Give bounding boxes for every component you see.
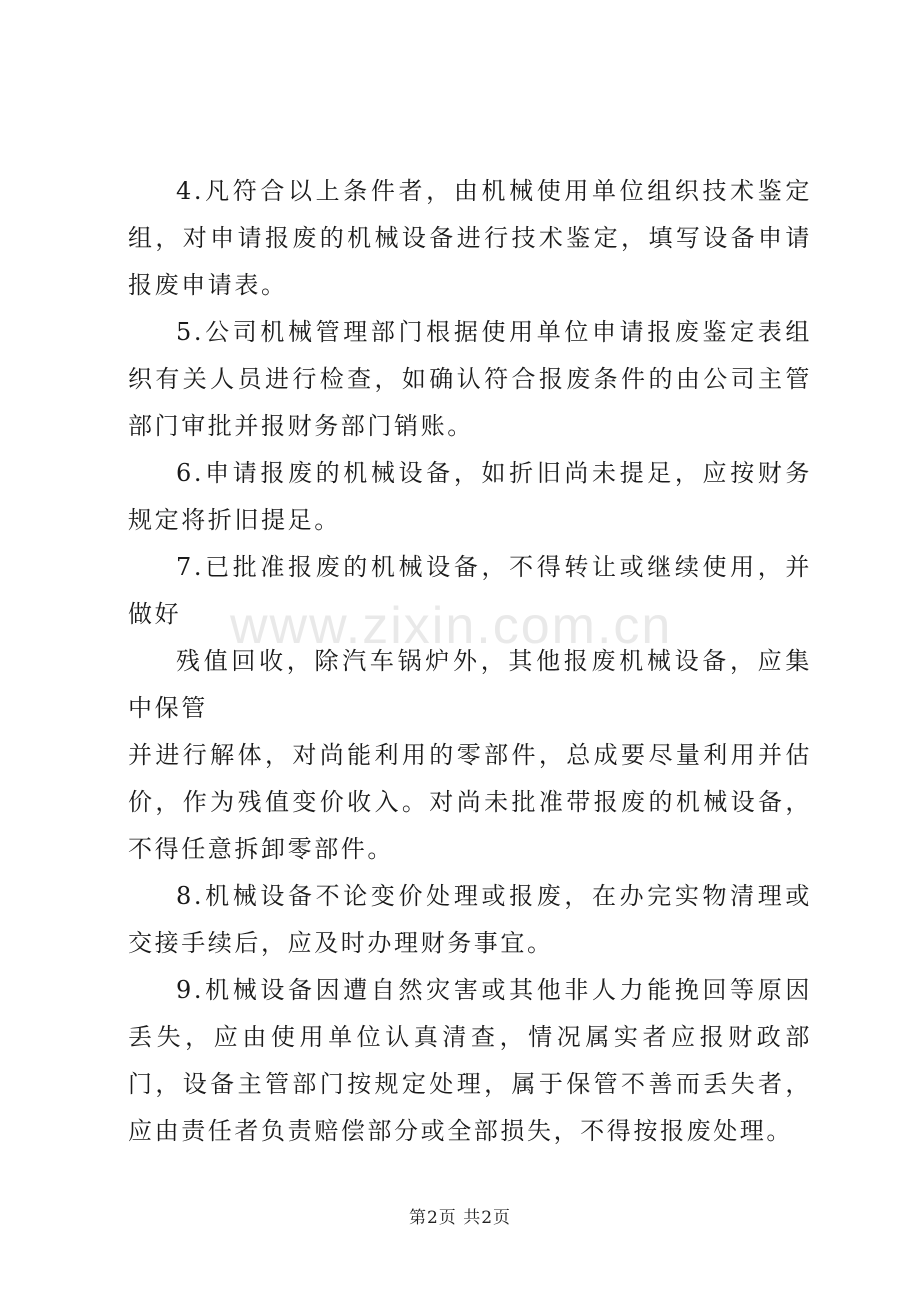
paragraph-item-6: 6.申请报废的机械设备，如折旧尚未提足，应按财务规定将折旧提足。 — [128, 459, 812, 534]
paragraph-item-7-cont: 残值回收，除汽车锅炉外，其他报废机械设备，应集中保管 — [128, 647, 812, 722]
watermark: www.zixin.com.cn — [230, 597, 673, 655]
document-body — [128, 168, 812, 1155]
paragraph-item-7: 7.已批准报废的机械设备，不得转让或继续使用，并做好 — [128, 553, 812, 628]
paragraph-item-4: 4.凡符合以上条件者，由机械使用单位组织技术鉴定组，对申请报废的机械设备进行技术鉴定，填写设备申请报废申请表。 — [128, 177, 812, 299]
paragraph-item-8: 8.机械设备不论变价处理或报废，在办完实物清理或交接手续后，应及时办理财务事宜。 — [128, 882, 812, 957]
page-number-footer: 第2页 共2页 — [408, 1208, 512, 1228]
paragraph-item-7-body: 并进行解体，对尚能利用的零部件，总成要尽量利用并估价，作为残值变价收入。对尚未批准带报废的机械设备，不得任意拆卸零部件。 — [128, 741, 812, 863]
paragraph-item-9: 9.机械设备因遭自然灾害或其他非人力能挽回等原因丢失，应由使用单位认真清查，情况属实者应报财政部门，设备主管部门按规定处理，属于保管不善而丢失者，应由责任者负责赔偿部分或全部损失，不得按报废处理。 — [128, 976, 812, 1145]
paragraph-item-5: 5.公司机械管理部门根据使用单位申请报废鉴定表组织有关人员进行检查，如确认符合报废条件的由公司主管部门审批并报财务部门销账。 — [128, 318, 812, 440]
